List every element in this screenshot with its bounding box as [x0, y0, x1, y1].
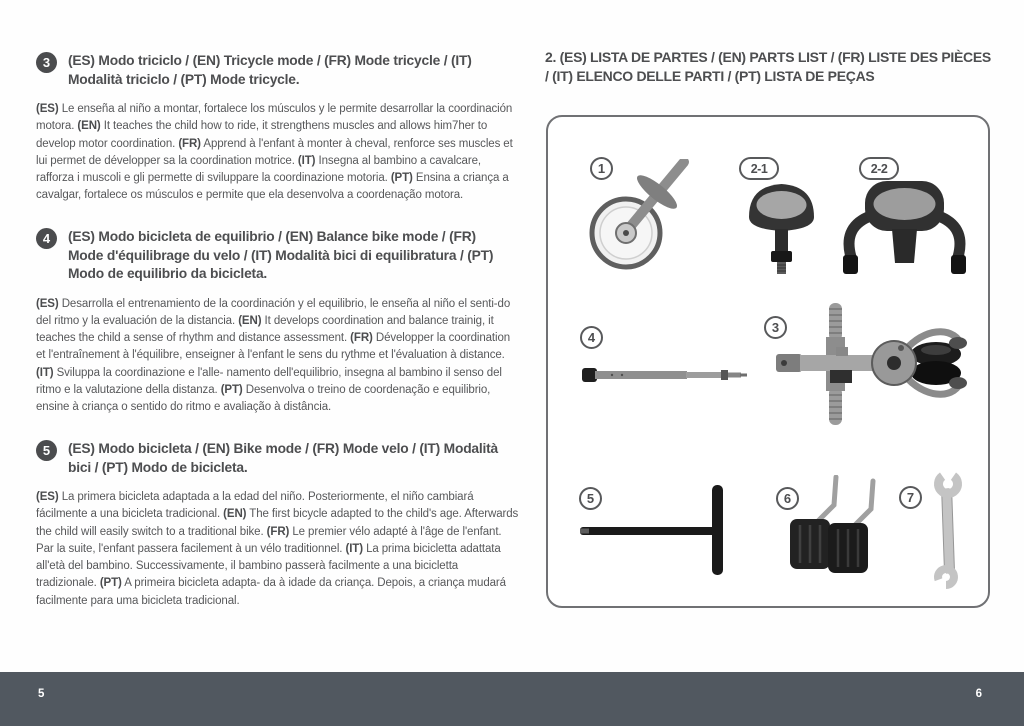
section-body: (ES) La primera bicicleta adaptada a la edad del niño. Posteriormente, el niño cambiará fácilmente a una bicicleta tradicional. (EN) The first bicycle adapted to the child's age. Afterwards the child will easily switch to a traditional bike. (FR) Le premier vélo adapté à l'âge de l'enfant. Par la suite, l'enfant passera facilement à un vélo traditionnel. (IT) La prima bicicletta adattata all'età del bambino. Successivamente, il bambino passerà facilmente a una bicicletta tradizionale. (PT) A primeira bicicleta adapta- da à idade da criança. Depois, a criança mudará facilmente para uma bicicleta tradicional. [36, 491, 519, 607]
footer-bar [0, 672, 1024, 726]
section-body: (ES) Desarrolla el entrenamiento de la coordinación y el equilibrio, le enseña al niño el senti-do del ritmo y la evaluación de la distancia. (EN) It develops coordination and balance trainig, it teaches the child a sense of rhythm and distance assessment. (FR) Développer la coordination et l'entraînement à l'équilibre, enseigner à l'enfant le sens du rythme et l'évaluation à distance. (IT) Sviluppa la coordinazione e l'alle- namento dell'equilibrio, insegna al bambino il senso del ritmo e la valutazione della distanza. (PT) Desenvolva o treino de coordenação e equilibrio, ensine à criança o sentido do ritmo e avaliação à distância. [36, 297, 511, 414]
saddle-icon [744, 177, 819, 277]
part-label-1: 1 [590, 157, 613, 180]
section-heading: (ES) Modo bicicleta de equilibrio / (EN) Balance bike mode / (FR) Mode d'équilibrage du velo / (IT) Modalità bici di equilibratura / (PT) Modo de equilibrio da bicicleta. [68, 229, 494, 281]
section-balance-bike-mode [36, 228, 520, 417]
frame-assembly-icon [770, 303, 970, 428]
section-tricycle-mode [36, 52, 520, 205]
part-label-7: 7 [899, 486, 922, 509]
section-number-badge: 5 [36, 440, 57, 461]
part-label-2-2: 2-2 [859, 157, 899, 180]
part-label-3: 3 [764, 316, 787, 339]
parts-box [546, 115, 990, 608]
part-label-5: 5 [579, 487, 602, 510]
front-wheel-icon [584, 159, 714, 277]
section-bike-mode [36, 440, 520, 610]
backrest-seat-icon [842, 175, 967, 280]
part-label-4: 4 [580, 326, 603, 349]
t-handlebar-icon [578, 485, 738, 577]
part-label-6: 6 [776, 487, 799, 510]
section-body: (ES) Le enseña al niño a montar, fortalece los músculos y le permite desarrollar la coordinación motora. (EN) It teaches the child how to ride, it strengthens muscles and allows him7her to develop motor coordination. (FR) Apprend à l'enfant à monter à cheval, renforce ses muscles et lui permet de développer sa la coordination motrice. (IT) Insegna al bambino a cavalcare, rafforza i muscoli e gli permette di sviluppare la coordinazione motoria. (PT) Ensina a criança a cavalgar, fortalece os músculos e permite que ela desenvolva a coordenação motora. [36, 103, 513, 202]
section-number-badge: 3 [36, 52, 57, 73]
section-heading: (ES) Modo bicicleta / (EN) Bike mode / (FR) Mode velo / (IT) Modalità bici / (PT) Modo de bicicleta. [68, 441, 499, 475]
part-label-2-1: 2-1 [739, 157, 779, 180]
wrench-icon [922, 469, 974, 594]
section-heading: (ES) Modo triciclo / (EN) Tricycle mode / (FR) Mode tricycle / (IT) Modalità triciclo / (PT) Mode tricycle. [68, 53, 472, 87]
page-number-right: 6 [975, 688, 982, 700]
section-number-badge: 4 [36, 228, 57, 249]
page-number-left: 5 [38, 688, 45, 700]
parts-list-heading: 2. (ES) LISTA DE PARTES / (EN) PARTS LIST / (FR) LISTE DES PIÈCES / (IT) ELENCO DELLE PARTI / (PT) LISTA DE PEÇAS [545, 49, 991, 84]
axle-rod-icon [582, 365, 747, 385]
pedals-icon [776, 475, 876, 583]
